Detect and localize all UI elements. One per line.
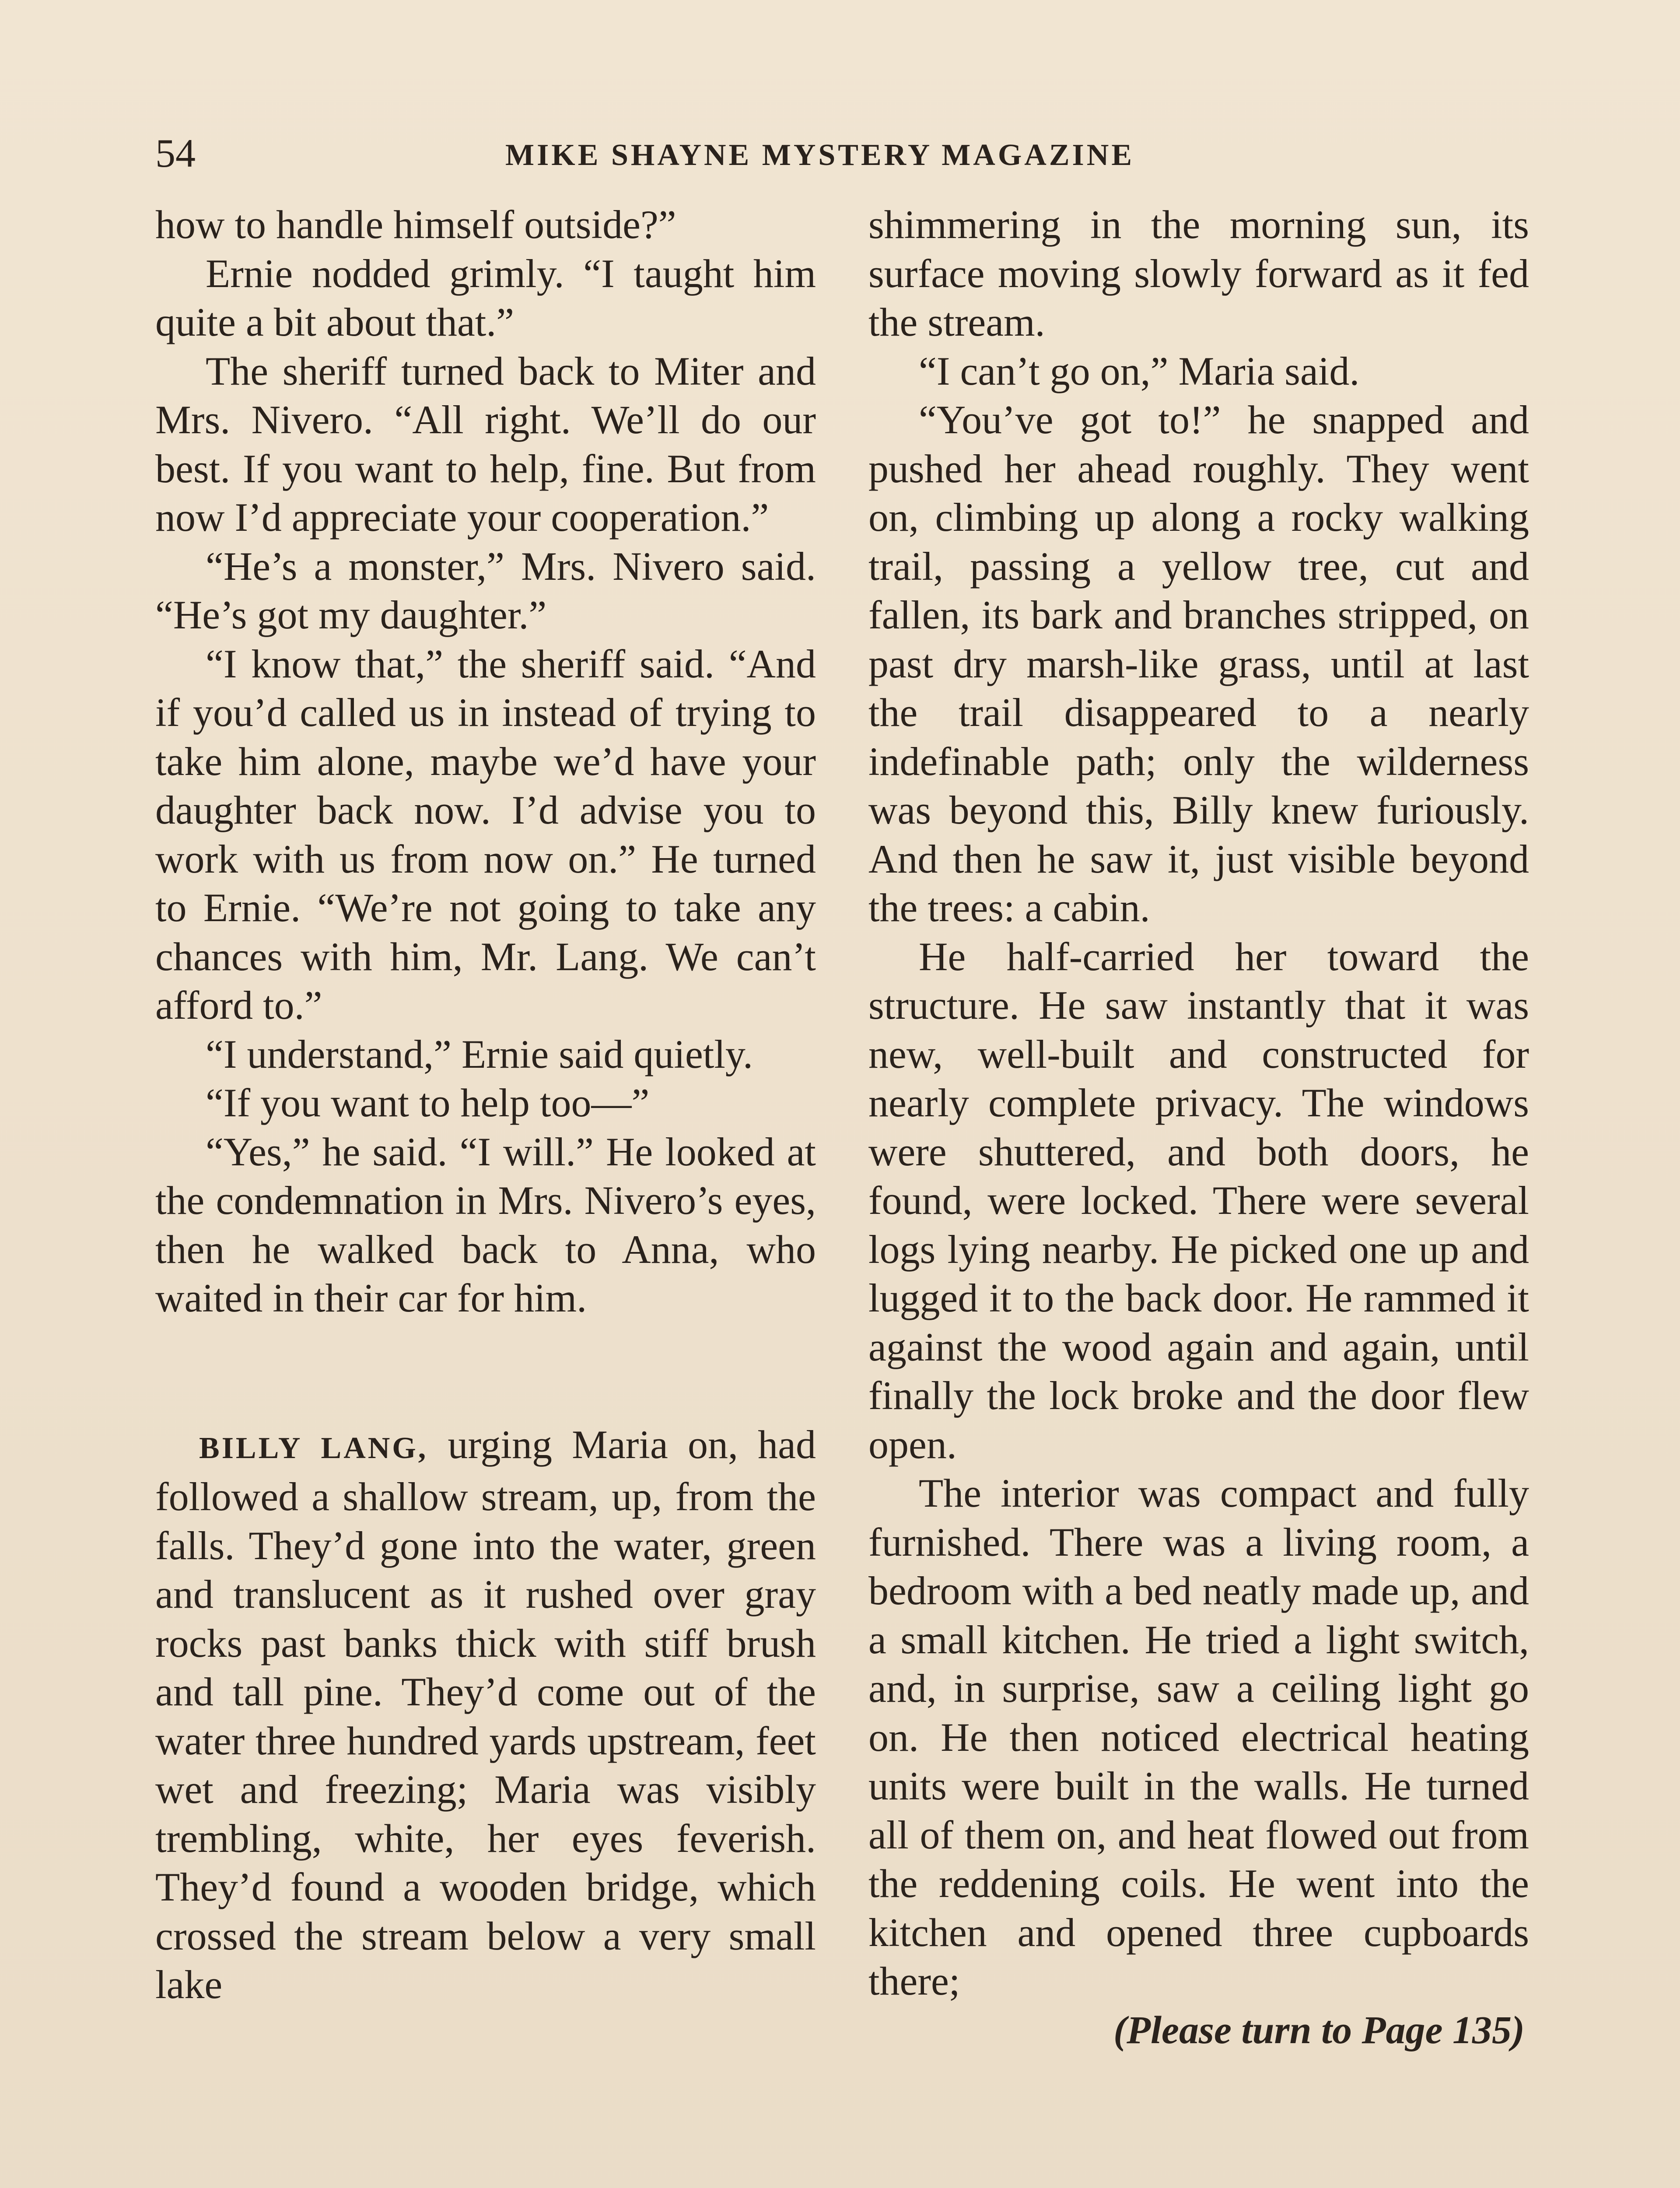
left-column bbox=[155, 200, 816, 2009]
paragraph: “Yes,” he said. “I will.” He looked at the condemnation in Mrs. Nivero’s eyes, then he walked back to Anna, who waited in their car for him. bbox=[155, 1129, 816, 1320]
running-head: MIKE SHAYNE MYSTERY MAGAZINE bbox=[505, 138, 1135, 172]
paragraph: “You’ve got to!” he snapped and pushed her ahead roughly. They went on, climbing up along a rocky walking trail, passing a yellow tree, cut and fallen, its bark and branches stripped, on past dry marsh-like grass, until at last the trail disappeared to a nearly indefinable path; only the wilderness was beyond this, Billy knew furiously. And then he saw it, just visible beyond the trees: a cabin. bbox=[868, 397, 1529, 930]
paragraph: The interior was compact and fully furnished. There was a living room, a bedroom with a bed neatly made up, and a small kitchen. He tried a light switch, and, in surprise, saw a ceiling light go on. He then noticed electrical heating units were built in the walls. He turned all of them on, and heat flowed out from the reddening coils. He went into the kitchen and opened three cupboards there; bbox=[868, 1471, 1529, 2003]
section-text: urging Maria on, had followed a shallow stream, up, from the falls. They’d gone into the water, green and translucent as it rushed over gray rocks past banks thick with stiff brush and tall pine. They’d come out of the water three hundred yards upstream, feet wet and freezing; Maria was visibly trembling, white, her eyes feverish. They’d found a wooden bridge, which crossed the stream below a very small lake bbox=[155, 1422, 816, 2007]
paragraph: “If you want to help too—” bbox=[206, 1080, 650, 1125]
section-start-paragraph bbox=[155, 1420, 816, 2009]
paragraph: He half-carried her toward the structure. He saw instantly that it was new, well-built and constructed for nearly complete privacy. The windows were shuttered, and both doors, he found, were locked. There were several logs lying nearby. He picked one up and lugged it to the back door. He rammed it against the wood again and again, until finally the lock broke and the door flew open. bbox=[868, 934, 1529, 1467]
continued-notice: (Please turn to Page 135) bbox=[1113, 2008, 1525, 2052]
paragraph: how to handle himself outside?” bbox=[155, 202, 676, 247]
page-header bbox=[155, 125, 1533, 186]
paragraph: “He’s a monster,” Mrs. Nivero said. “He’s got my daughter.” bbox=[155, 543, 816, 637]
paragraph: “I understand,” Ernie said quietly. bbox=[206, 1031, 753, 1076]
right-column bbox=[868, 200, 1529, 2055]
paragraph: “I know that,” the sheriff said. “And if you’d called us in instead of trying to take him alone, maybe we’d have your daughter back now. I’d advise you to work with us from now on.” He turned to Ernie. “We’re not going to take any chances with him, Mr. Lang. We can’t afford to.” bbox=[155, 641, 816, 1027]
paragraph: shimmering in the morning sun, its surface moving slowly forward as it fed the stream. bbox=[868, 202, 1529, 344]
paragraph: The sheriff turned back to Miter and Mrs. Nivero. “All right. We’ll do our best. If you want to help, fine. But from now I’d appreciate your cooperation.” bbox=[155, 348, 816, 540]
page-number: 54 bbox=[155, 131, 196, 175]
paragraph: “I can’t go on,” Maria said. bbox=[919, 348, 1360, 393]
paragraph: Ernie nodded grimly. “I taught him quite a bit about that.” bbox=[155, 251, 816, 344]
section-lead-in: BILLY LANG, bbox=[199, 1431, 428, 1465]
